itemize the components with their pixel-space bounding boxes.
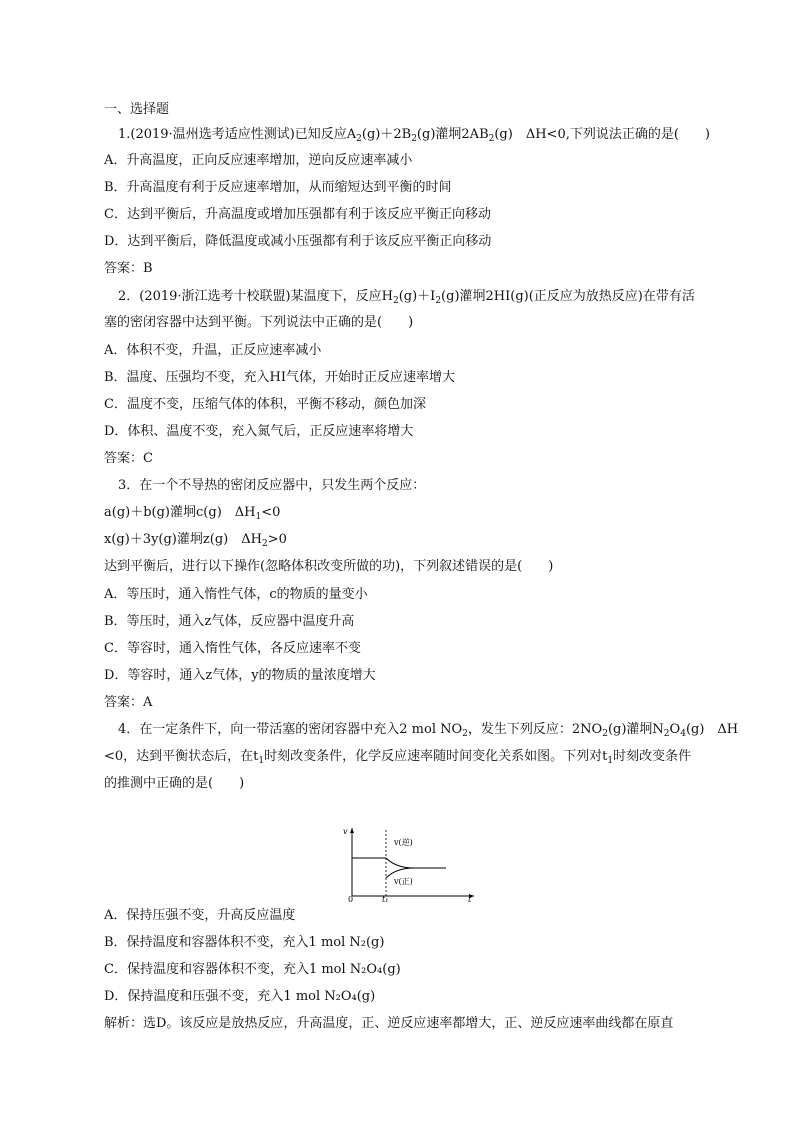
reverse-rate-label: v(逆) (394, 838, 413, 847)
q2-option-a: A．体积不变，升温，正反应速率减小 (104, 343, 322, 358)
q2-option-c: C．温度不变，压缩气体的体积，平衡不移动，颜色加深 (104, 397, 426, 412)
q2-stem-line1: 2．(2019·浙江选考十校联盟)某温度下，反应$H_2(g)+I_2(g)$灌坰2HI(g)(正反应为放热反应)在带有活 (118, 289, 695, 306)
equilibrium-arrow: 灌坰 (626, 722, 653, 737)
q4-stem-line2: <0，达到平衡状态后，在$t_1$时刻改变条件，化学反应速率随时间变化关系如图。下列对$t_1$时刻改变条件 (104, 749, 692, 766)
q4-stem-line1: 4．在一定条件下，向一带活塞的密闭容器中充入2 mol $NO_2$，发生下列反应：$2NO_2(g)$灌坰$N_2O_4(g)$ ΔH (118, 722, 739, 739)
t1-label: t₁ (382, 895, 389, 902)
q3-reaction-1: a(g)＋b(g)灌坰c(g) $\Delta H_1<0$ (104, 505, 281, 522)
q1-option-d: D．达到平衡后，降低温度或减小压强都有利于该反应平衡正向移动 (104, 234, 492, 249)
q3-option-a: A．等压时，通入惰性气体，c的物质的量变小 (104, 587, 368, 602)
equilibrium-arrow: 灌坰 (170, 505, 197, 520)
q3-option-b: B．等压时，通入z气体，反应器中温度升高 (104, 614, 355, 629)
q1-option-a: A．升高温度，正向反应速率增加，逆向反应速率减小 (104, 153, 413, 168)
y-axis-label: v (343, 827, 348, 836)
equilibrium-arrow: 灌坰 (435, 127, 462, 142)
reverse-rate-curve (386, 858, 446, 868)
section-title: 一、选择题 (104, 102, 170, 117)
q2-option-d: D．体积、温度不变，充入氮气后，正反应速率将增大 (104, 424, 414, 439)
forward-rate-label: v(正) (394, 877, 413, 886)
y-axis-arrow-icon (350, 828, 354, 833)
q1-option-c: C．达到平衡后，升高温度或增加压强都有利于该反应平衡正向移动 (104, 207, 491, 222)
q4-option-c: C．保持温度和容器体积不变，充入1 mol N₂O₄(g) (104, 962, 401, 977)
q2-option-b: B．温度、压强均不变，充入HI气体，开始时正反应速率增大 (104, 370, 456, 385)
q2-stem-line2: 塞的密闭容器中达到平衡。下列说法中正确的是( ) (104, 315, 414, 330)
equilibrium-arrow: 灌坰 (176, 532, 203, 547)
q3-option-c: C．等容时，通入惰性气体，各反应速率不变 (104, 641, 361, 656)
rate-time-figure (338, 824, 478, 902)
q1-answer: 答案：B (104, 261, 153, 276)
q4-analysis: 解析：选D。该反应是放热反应，升高温度，正、逆反应速率都增大，正、逆反应速率曲线都在原直 (104, 1016, 674, 1031)
q3-stem-2: 达到平衡后，进行以下操作(忽略体积改变所做的功)，下列叙述错误的是( ) (104, 559, 554, 574)
origin-label: 0 (348, 895, 354, 902)
q3-answer: 答案：A (104, 695, 153, 710)
q4-stem-line3: 的推测中正确的是( ) (104, 776, 245, 791)
q1-option-b: B．升高温度有利于反应速率增加，从而缩短达到平衡的时间 (104, 180, 452, 195)
q3-option-d: D．等容时，通入z气体，y的物质的量浓度增大 (104, 668, 376, 683)
q1-stem: 1.(2019·温州选考适应性测试)已知反应$A_2(g)+2B_2(g)$灌坰$2AB_2(g)$ ΔH<0,下列说法正确的是( ) (118, 127, 710, 144)
equilibrium-arrow: 灌坰 (459, 289, 486, 304)
q3-reaction-2: x(g)＋3y(g)灌坰z(g) $\Delta H_2>0$ (104, 532, 287, 549)
q4-option-d: D．保持温度和压强不变，充入1 mol N₂O₄(g) (104, 989, 376, 1004)
q2-answer: 答案：C (104, 451, 153, 466)
q4-option-b: B．保持温度和容器体积不变，充入1 mol N₂(g) (104, 935, 385, 950)
x-axis-label: t (468, 895, 472, 902)
q4-option-a: A．保持压强不变，升高反应温度 (104, 908, 296, 923)
q3-stem: 3．在一个不导热的密闭反应器中，只发生两个反应： (118, 478, 426, 493)
